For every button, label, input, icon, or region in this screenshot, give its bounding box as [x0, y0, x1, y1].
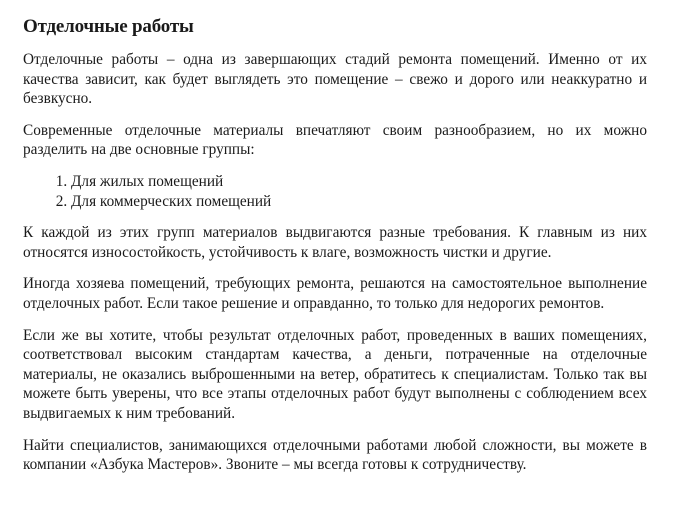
material-groups-list — [23, 172, 647, 211]
list-item: 2. Для коммерческих помещений — [71, 192, 647, 212]
contact-paragraph: Найти специалистов, занимающихся отделочными работами любой сложности, вы можете в компании «Азбука Мастеров». Звоните – мы всегда готовы к сотрудничеству. — [23, 436, 647, 474]
article — [23, 14, 647, 487]
specialists-paragraph: Если же вы хотите, чтобы результат отделочных работ, проведенных в ваших помещениях, соответствовал высоким стандартам качества, а деньги, потраченные на отделочные материалы, не оказались выброшенными на ветер, обратитесь к специалистам. Только так вы можете быть уверены, что все этапы отделочных работ будут выполнены с соблюдением всех выдвигаемых к ним требований. — [23, 326, 647, 422]
self-repair-paragraph: Иногда хозяева помещений, требующих ремонта, решаются на самостоятельное выполнение отделочных работ. Если такое решение и оправданно, то только для недорогих ремонтов. — [23, 275, 647, 312]
materials-paragraph: Современные отделочные материалы впечатляют своим разнообразием, но их можно разделить на две основные группы: — [23, 121, 647, 159]
article-title: Отделочные работы — [23, 16, 194, 37]
requirements-paragraph: К каждой из этих групп материалов выдвигаются разные требования. К главным из них относятся износостойкость, устойчивость к влаге, возможность чистки и другие. — [23, 224, 647, 261]
list-item: 1. Для жилых помещений — [71, 172, 647, 192]
intro-paragraph: Отделочные работы – одна из завершающих стадий ремонта помещений. Именно от их качества зависит, как будет выглядеть это помещение – свежо и дорого или неаккуратно и безвкусно. — [23, 51, 647, 108]
